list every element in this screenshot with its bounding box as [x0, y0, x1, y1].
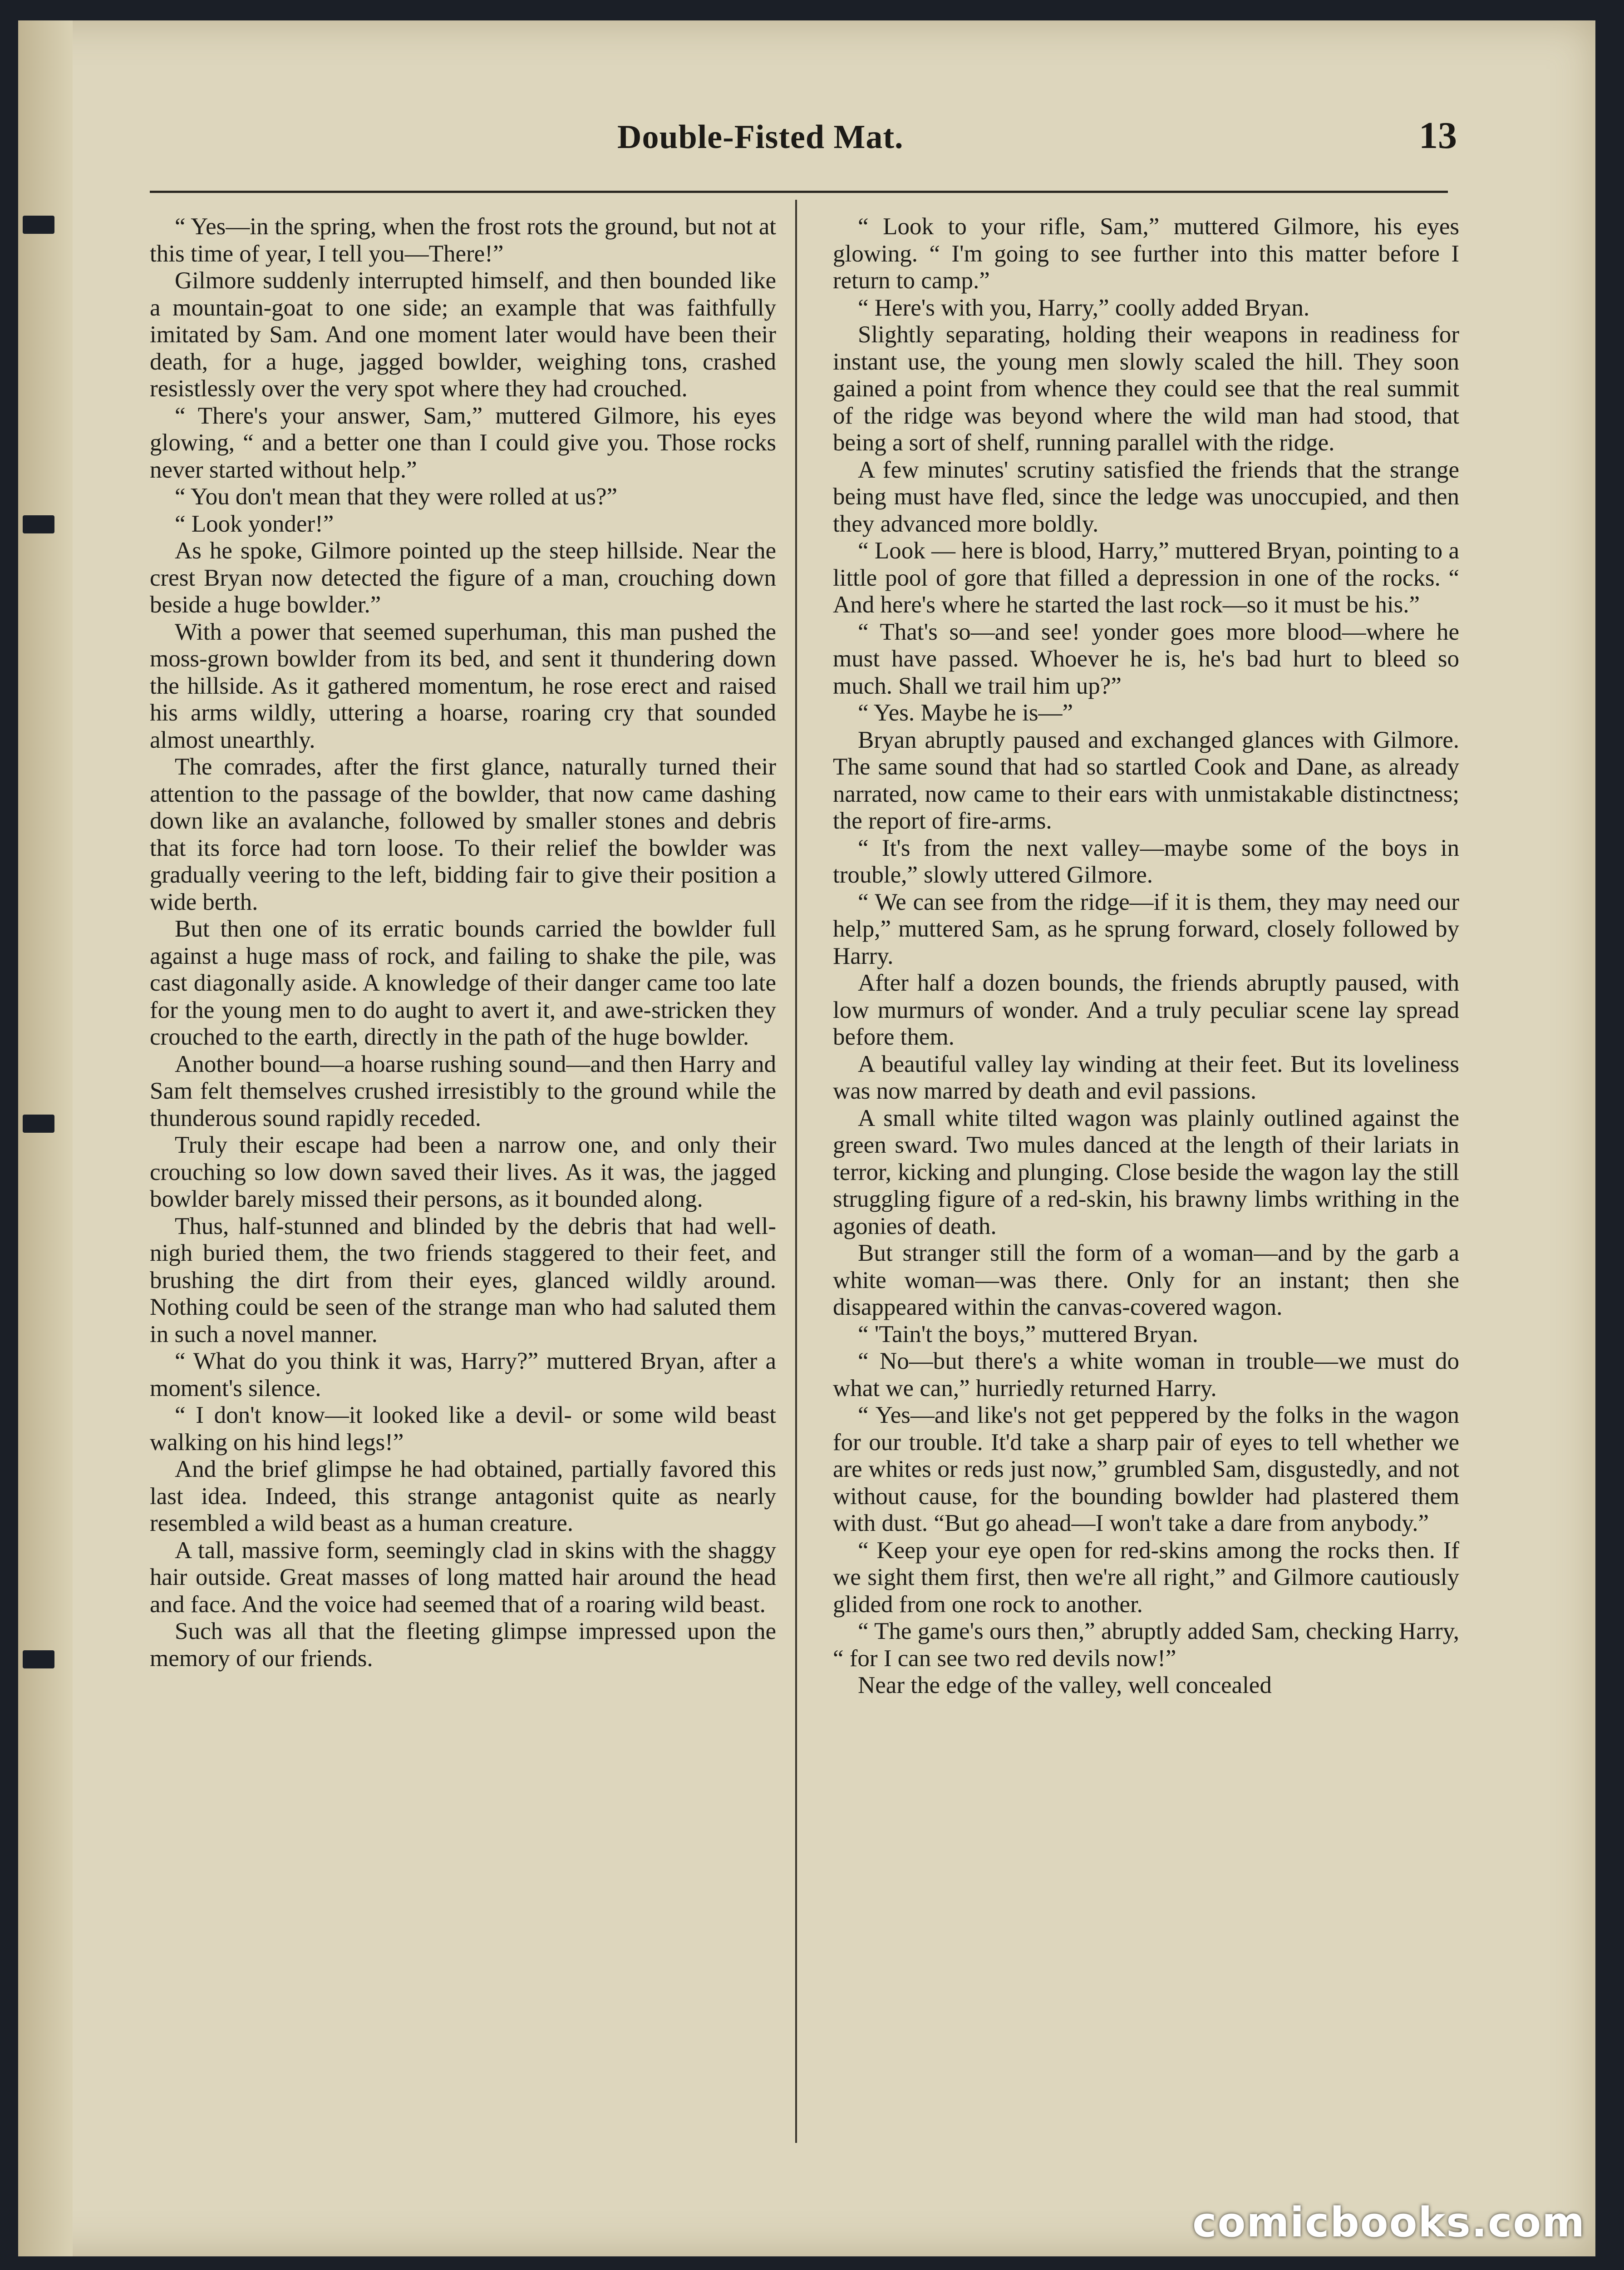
- paragraph: “ No—but there's a white woman in trouble—we must do what we can,” hurriedly returned Harry.: [833, 1348, 1459, 1401]
- column-divider: [795, 200, 797, 2143]
- paragraph: “ It's from the next valley—maybe some of the boys in trouble,” slowly uttered Gilmore.: [833, 834, 1459, 888]
- paragraph: “ Look — here is blood, Harry,” muttered Bryan, pointing to a little pool of gore that filled a depression in one of the rocks. “ And here's where he started the last rock—so it must be his.”: [833, 538, 1459, 618]
- header-rule: [150, 191, 1448, 193]
- paragraph: “ I don't know—it looked like a devil- or some wild beast walking on his hind legs!”: [150, 1402, 776, 1456]
- running-title: Double-Fisted Mat.: [617, 118, 904, 156]
- paragraph: “ 'Tain't the boys,” muttered Bryan.: [858, 1321, 1198, 1347]
- paragraph: Truly their escape had been a narrow one, and only their crouching so low down saved their lives. As it was, the jagged bowlder barely missed their persons, as it bounded along.: [150, 1132, 776, 1212]
- paragraph: “ Look to your rifle, Sam,” muttered Gilmore, his eyes glowing. “ I'm going to see further into this matter before I return to camp.”: [833, 213, 1459, 294]
- paragraph: But stranger still the form of a woman—and by the garb a white woman—was there. Only for an instant; then she disappeared within the canvas-covered wagon.: [833, 1240, 1459, 1320]
- paragraph: “ We can see from the ridge—if it is them, they may need our help,” muttered Sam, as he sprung forward, closely followed by Harry.: [833, 888, 1459, 969]
- paragraph: But then one of its erratic bounds carried the bowlder full against a huge mass of rock, and failing to shake the pile, was cast diagonally aside. A knowledge of their danger came too late for the young men to do aught to avert it, and awe-stricken they crouched to the earth, directly in the path of the huge bowlder.: [150, 916, 776, 1050]
- paragraph: With a power that seemed superhuman, this man pushed the moss-grown bowlder from its bed, and sent it thundering down the hillside. As it gathered momentum, he rose erect and raised his arms wildly, uttering a hoarse, roaring cry that sounded almost unearthly.: [150, 618, 776, 753]
- paragraph: “ Yes—in the spring, when the frost rots the ground, but not at this time of year, I tell you—There!”: [150, 213, 776, 267]
- paragraph: A beautiful valley lay winding at their feet. But its loveliness was now marred by death and evil passions.: [833, 1051, 1459, 1104]
- page-spine: [18, 20, 73, 2256]
- paragraph: Such was all that the fleeting glimpse impressed upon the memory of our friends.: [150, 1618, 776, 1672]
- paragraph: Another bound—a hoarse rushing sound—and then Harry and Sam felt themselves crushed irresistibly to the ground while the thunderous sound rapidly receded.: [150, 1051, 776, 1131]
- paragraph: “ Yes—and like's not get peppered by the folks in the wagon for our trouble. It'd take a sharp pair of eyes to tell whether we are whites or reds just now,” grumbled Sam, disgustedly, and not without cause, for the bounding bowlder had plastered them with dust. “But go ahead—I won't take a dare from anybody.”: [833, 1402, 1459, 1536]
- paragraph: And the brief glimpse he had obtained, partially favored this last idea. Indeed, this strange antagonist quite as nearly resembled a wild beast as a human creature.: [150, 1456, 776, 1536]
- paragraph: “ Keep your eye open for red-skins among the rocks then. If we sight them first, then we're all right,” and Gilmore cautiously glided from one rock to another.: [833, 1537, 1459, 1618]
- site-watermark: comicbooks.com: [1192, 2199, 1585, 2246]
- paragraph: A tall, massive form, seemingly clad in skins with the shaggy hair outside. Great masses of long matted hair around the head and face. And the voice had seemed that of a roaring wild beast.: [150, 1537, 776, 1618]
- paragraph: After half a dozen bounds, the friends abruptly paused, with low murmurs of wonder. And a truly peculiar scene lay spread before them.: [833, 970, 1459, 1050]
- paragraph: “ Here's with you, Harry,” coolly added Bryan.: [858, 294, 1310, 321]
- paragraph: Thus, half-stunned and blinded by the debris that had well-nigh buried them, the two friends staggered to their feet, and brushing the dirt from their eyes, glanced wildly around. Nothing could be seen of the strange man who had saluted them in such a novel manner.: [150, 1213, 776, 1347]
- page-header: [127, 109, 1457, 173]
- paragraph: “ You don't mean that they were rolled at us?”: [175, 484, 618, 510]
- paragraph: The comrades, after the first glance, naturally turned their attention to the passage of the bowlder, that now came dashing down like an avalanche, followed by smaller stones and debris that its force had torn loose. To their relief the bowlder was gradually veering to the left, bidding fair to give their position a wide berth.: [150, 754, 776, 915]
- paragraph: Bryan abruptly paused and exchanged glances with Gilmore. The same sound that had so startled Cook and Dane, as already narrated, now came to their ears with unmistakable distinctness; the report of fire-arms.: [833, 726, 1459, 834]
- binding-hole: [23, 1115, 54, 1133]
- binding-hole: [23, 1650, 54, 1668]
- paragraph: “ There's your answer, Sam,” muttered Gilmore, his eyes glowing, “ and a better one than I could give you. Those rocks never started without help.”: [150, 402, 776, 483]
- paragraph: “ The game's ours then,” abruptly added Sam, checking Harry, “ for I can see two red devils now!”: [833, 1618, 1459, 1672]
- binding-hole: [23, 515, 54, 533]
- paragraph: Slightly separating, holding their weapons in readiness for instant use, the young men slowly scaled the hill. They soon gained a point from whence they could see that the real summit of the ridge was beyond where the wild man had stood, that being a sort of shelf, running parallel with the ridge.: [833, 321, 1459, 456]
- page-number: 13: [1419, 114, 1457, 157]
- paragraph: A small white tilted wagon was plainly outlined against the green sward. Two mules danced at the length of their lariats in terror, kicking and plunging. Close beside the wagon lay the still struggling figure of a red-skin, his brawny limbs writhing in the agonies of death.: [833, 1105, 1459, 1239]
- paragraph: Near the edge of the valley, well concealed: [858, 1672, 1272, 1698]
- binding-hole: [23, 216, 54, 234]
- paragraph: “ That's so—and see! yonder goes more blood—where he must have passed. Whoever he is, he's bad hurt to bleed so much. Shall we trail him up?”: [833, 618, 1459, 699]
- paragraph: “ What do you think it was, Harry?” muttered Bryan, after a moment's silence.: [150, 1348, 776, 1401]
- paragraph: “ Yes. Maybe he is—”: [858, 700, 1073, 726]
- right-column: [833, 213, 1459, 1699]
- left-column: [150, 213, 776, 1672]
- paragraph: Gilmore suddenly interrupted himself, and then bounded like a mountain-goat to one side; an example that was faithfully imitated by Sam. And one moment later would have been their death, for a huge, jagged bowlder, weighing tons, crashed resistlessly over the very spot where they had crouched.: [150, 267, 776, 402]
- paragraph: A few minutes' scrutiny satisfied the friends that the strange being must have fled, since the ledge was unoccupied, and then they advanced more boldly.: [833, 456, 1459, 537]
- paragraph: As he spoke, Gilmore pointed up the steep hillside. Near the crest Bryan now detected the figure of a man, crouching down beside a huge bowlder.”: [150, 538, 776, 618]
- paragraph: “ Look yonder!”: [175, 510, 334, 537]
